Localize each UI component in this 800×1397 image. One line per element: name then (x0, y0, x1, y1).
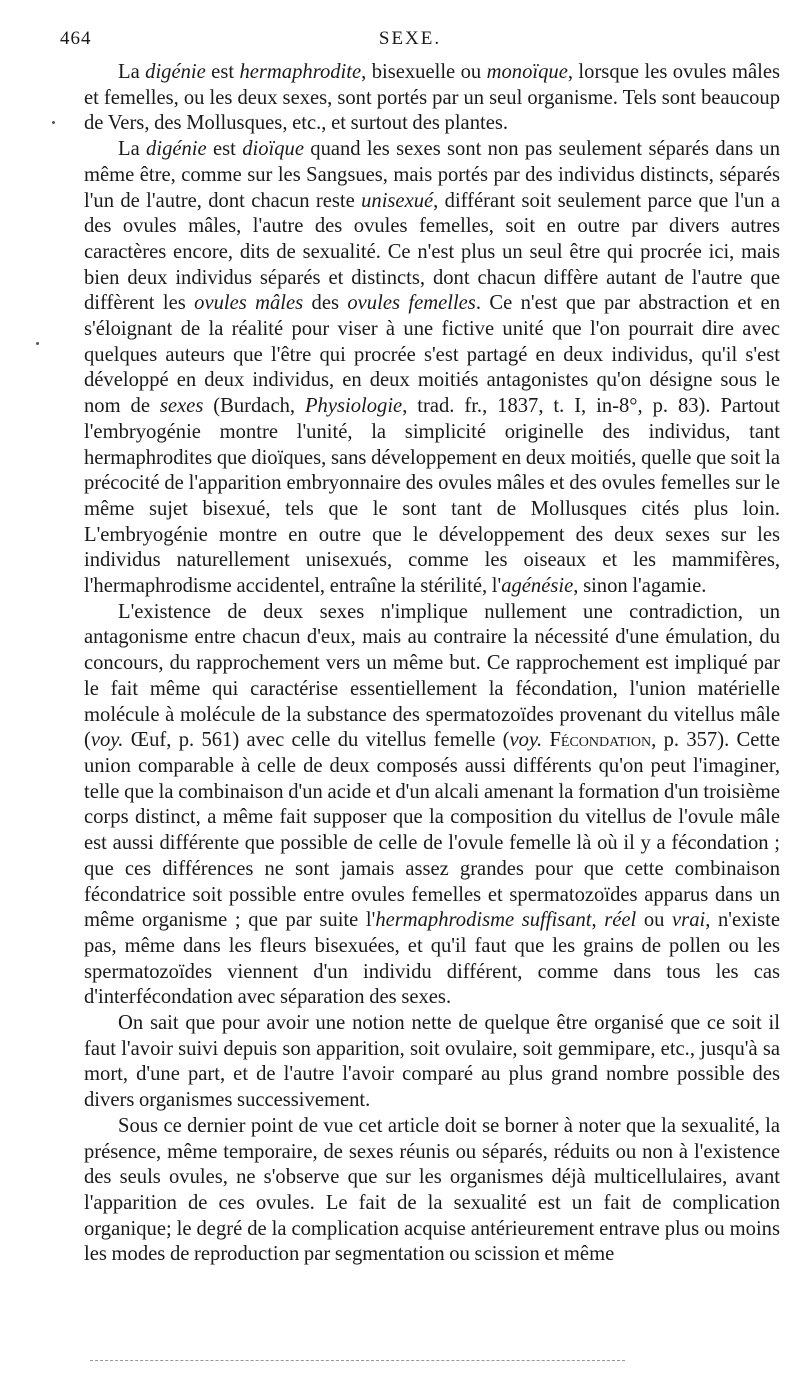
page-number: 464 (60, 28, 92, 49)
italic-run: hermaphrodisme suffisant (375, 909, 592, 932)
italic-run: unisexué (361, 189, 434, 212)
text-run: , bisexuelle ou (361, 61, 487, 83)
body-text (84, 60, 780, 1268)
italic-run: digénie (145, 61, 206, 83)
text-run: des (303, 292, 348, 315)
text-run: , n'existe pas, même dans les fleurs bisexuées, et qu'il faut que les grains de pollen ou les spermatozoïdes viennent d'un individu différent, comme dans tous les cas d'interfécondation avec séparation des sexes. (84, 909, 781, 1009)
text-run: Sous ce dernier point de vue cet article doit se borner à noter que la sexualité, la présence, même temporaire, de sexes réunis ou séparés, réduits ou non à l'existence des seuls ovules, ne s'observe que sur les organismes déjà multicellulaires, avant l'apparition de ces ovules. Le fait de la sexualité est un fait de complication organique; le degré de la complication acquise antérieurement entrave plus ou moins les modes de reproduction par segmentation ou scission et même (84, 1114, 780, 1266)
italic-run: voy. (90, 729, 124, 752)
text-run: est (206, 138, 243, 161)
italic-run: Physiologie (304, 395, 403, 418)
italic-run: agénésie (501, 575, 574, 598)
italic-run: hermaphrodite (239, 61, 362, 83)
text-run: ou (636, 909, 673, 932)
text-run: La (118, 61, 146, 83)
text-run: , (591, 909, 605, 932)
italic-run: réel (604, 909, 637, 932)
text-run: (Burdach, (203, 395, 305, 418)
paragraph (84, 60, 780, 137)
italic-run: sexes (159, 395, 204, 418)
italic-run: dioïque (242, 138, 304, 161)
paragraph (84, 1011, 780, 1114)
margin-mark (36, 342, 39, 345)
text-run: La (118, 138, 147, 161)
text-run: . Ce n'est que par abstraction et en s'éloignant de la réalité pour viser à une fictive unité que l'on pourrait dire avec quelques auteurs que l'être qui procrée s'est partagé en deux individus, qu'il s'est développé en deux individus, en deux moitiés antagonistes qu'on désigne sous le nom de (84, 292, 780, 418)
text-run: On sait que pour avoir une notion nette de quelque être organisé que ce soit il faut l'avoir suivi depuis son apparition, soit ovulaire, soit gemmipare, etc., jusqu'à sa mort, d'une part, et de l'autre l'avoir comparé au plus grand nombre possible des divers organismes successivement. (84, 1012, 780, 1112)
running-title: SEXE. (378, 28, 442, 49)
running-head (60, 28, 760, 54)
footer-rule (90, 1360, 625, 1361)
text-run: , lorsque les ovules mâles et femelles, ou les deux sexes, sont portés par un seul organisme. Tels sont beaucoup de Vers, des Mollusques, etc., et surtout des plantes. (84, 61, 780, 135)
text-run: Œuf, p. 561) avec celle du vitellus femelle ( (123, 729, 510, 752)
italic-run: digénie (146, 138, 207, 161)
italic-run: ovules femelles (347, 292, 476, 315)
italic-run: ovules mâles (194, 292, 304, 315)
text-run: , p. 357). Cette union comparable à celle de deux composés aussi différents qu'on peut l'imaginer, telle que la combinaison d'un acide et d'un alcali amenant la formation d'un troisième corps distinct, a même fait supposer que la composition du vitellus de l'ovule mâle est aussi différente que possible de celle de l'ovule femelle là où il y a fécondation ; que ces différences ne sont jamais assez grandes pour que cette combinaison fécondatrice soit possible entre ovules femelles et spermatozoïdes apparus dans un même organisme ; que par suite l' (84, 729, 781, 932)
text-run: , trad. fr., 1837, t. I, in-8°, p. 83). Partout l'embryogénie montre l'unité, la simplicité originelle des individus, tant hermaphrodites que dioïques, sans développement en deux moitiés, quelle que soit la précocité de l'apparition embryonnaire des ovules mâles et des ovules femelles sur le même sujet bisexué, tels que le sont tant de Mollusques cités plus loin. L'embryogénie montre en outre que le développement des deux sexes sur les individus naturellement unisexués, comme les oiseaux et les mammifères, l'hermaphrodisme accidentel, entraîne la stérilité, l' (84, 395, 780, 598)
paragraph (84, 1114, 780, 1268)
small-caps-run: Fécondation (549, 729, 652, 752)
paragraph (84, 137, 780, 600)
text-run: , sinon l'agamie. (573, 575, 707, 598)
text-run: est (205, 61, 240, 83)
italic-run: vrai (672, 909, 706, 932)
text-run: quand les sexes sont non pas seulement séparés dans un même être, comme sur les Sangsues, mais portés par des individus distincts, séparés l'un de l'autre, dont chacun reste (84, 138, 781, 212)
paragraph (84, 600, 780, 1011)
italic-run: monoïque (486, 61, 568, 83)
text-run: , différant soit seulement parce que l'un a des ovules mâles, l'autre des ovules femelles, soit en outre par divers autres caractères encore, dits de sexualité. Ce n'est plus un seul être qui procrée ici, mais bien deux individus séparés et distincts, dont chacun diffère autant de l'autre que diffèrent les (84, 189, 780, 315)
italic-run: voy. (509, 729, 543, 752)
margin-mark (52, 121, 55, 124)
text-run: L'existence de deux sexes n'implique nullement une contradiction, un antagonisme entre chacun d'eux, mais au contraire la nécessité d'une émulation, du concours, du rapprochement vers un même but. Ce rapprochement est impliqué par le fait même qui caractérise essentiellement la fécondation, l'union matérielle molécule à molécule de la substance des spermatozoïdes provenant du vitellus mâle ( (84, 600, 780, 752)
